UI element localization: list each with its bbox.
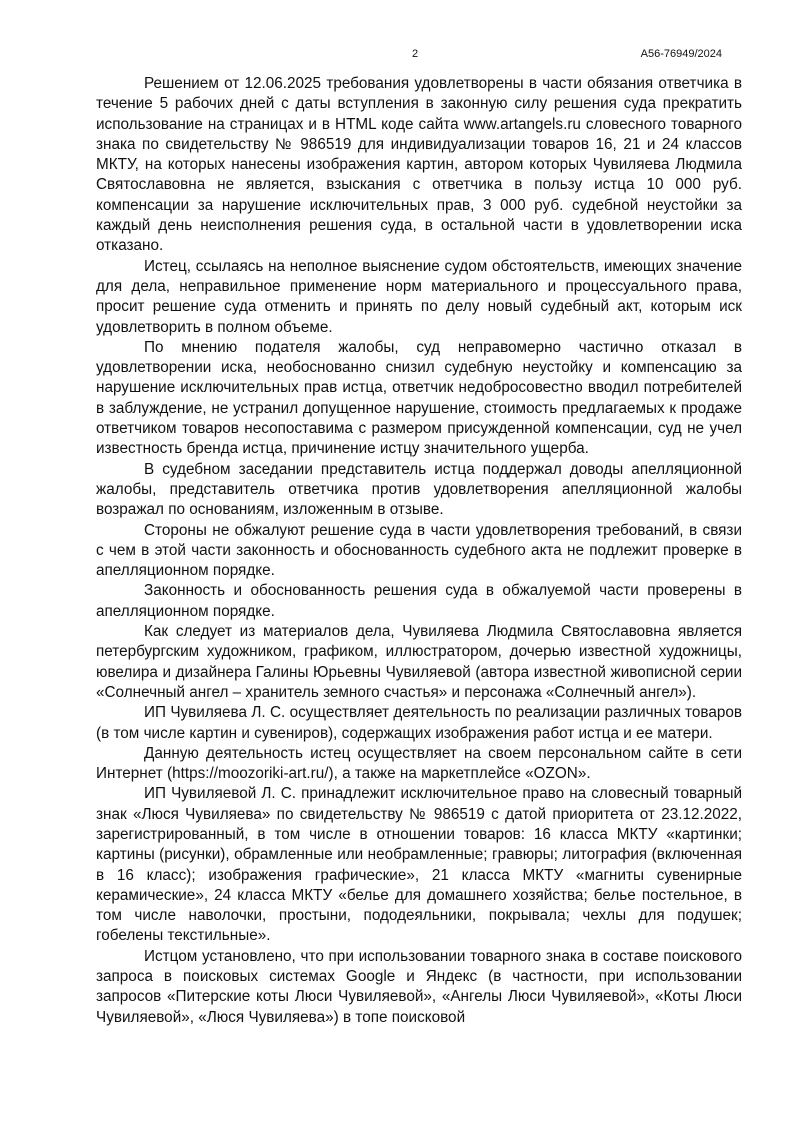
paragraph-case-materials: Как следует из материалов дела, Чувиляева Людмила Святославовна является петербургским художником, графиком, иллюстратором, дочерью известной художницы, ювелира и дизайнера Галины Юрьевны Чувиляевой (автора известной живописной серии «Солнечный ангел – хранитель земного счастья» и персонажа «Солнечный ангел»). [96,623,742,701]
paragraph-court-session: В судебном заседании представитель истца поддержал доводы апелляционной жалобы, представитель ответчика против удовлетворения апелляционной жалобы возражал по основаниям, изложенным в отзыве. [96,460,742,519]
paragraph-parties-not-appealing: Стороны не обжалуют решение суда в части удовлетворения требований, в связи с чем в этой части законность и обоснованность судебного акта не подлежит проверке в апелляционном порядке. [96,521,742,580]
paragraph-decision: Решением от 12.06.2025 требования удовлетворены в части обязания ответчика в течение 5 рабочих дней с даты вступления в законную силу решения суда прекратить использование на страницах и в HTML коде сайта www.artangels.ru словесного товарного знака по свидетельству № 986519 для индивидуализации товаров 16, 21 и 24 классов МКТУ, на которых нанесены изображения картин, автором которых Чувиляева Людмила Святославовна не является, взыскания с ответчика в пользу истца 10 000 руб. компенсации за нарушение исключительных прав, 3 000 руб. судебной неустойки за каждый день неисполнения решения суда, в остальной части в удовлетворении иска отказано. [96,75,742,255]
paragraph-appellant-opinion: По мнению подателя жалобы, суд неправомерно частично отказал в удовлетворении иска, необоснованно снизил судебную неустойку и компенсацию за нарушение исключительных прав истца, ответчик недобросовестно вводил потребителей в заблуждение, не устранил допущенное нарушение, стоимость предлагаемых к продаже ответчиком товаров несопоставима с размером присужденной компенсации, суд не учел известность бренда истца, причинение истцу значительного ущерба. [96,338,742,458]
paragraph-trademark-rights: ИП Чувиляевой Л. С. принадлежит исключительное право на словесный товарный знак «Люся Чувиляева» по свидетельству № 986519 с датой приоритета от 23.12.2022, зарегистрированный, в том числе в отношении товаров: 16 класса МКТУ «картинки; картины (рисунки), обрамленные или необрамленные; гравюры; литография (включенная в 16 класс); изображения графические», 21 класса МКТУ «магниты сувенирные керамические», 24 класса МКТУ «белье для домашнего хозяйства; белье постельное, в том числе наволочки, простыни, пододеяльники, покрывала; чехлы для подушек; гобелены текстильные». [96,785,742,945]
paragraph-search-findings: Истцом установлено, что при использовании товарного знака в составе поискового запроса в поисковых системах Google и Яндекс (в частности, при использовании запросов «Питерские коты Люси Чувиляевой», «Ангелы Люси Чувиляевой», «Коты Люси Чувиляевой», «Люся Чувиляева») в топе поисковой [96,947,742,1026]
paragraph-plaintiff-appeal: Истец, ссылаясь на неполное выяснение судом обстоятельств, имеющих значение для дела, неправильное применение норм материального и процессуального права, просит решение суда отменить и принять по делу новый судебный акт, которым иск удовлетворить в полном объеме. [96,257,742,336]
case-number: А56-76949/2024 [640,48,722,60]
document-body [96,74,742,1028]
paragraph-entrepreneur-activity: ИП Чувиляева Л. С. осуществляет деятельность по реализации различных товаров (в том числе картин и сувениров), содержащих изображения работ истца и ее матери. [96,704,742,742]
paragraph-legality-checked: Законность и обоснованность решения суда в обжалуемой части проверены в апелляционном порядке. [96,582,742,620]
page-number: 2 [412,48,419,60]
paragraph-website: Данную деятельность истец осуществляет на своем персональном сайте в сети Интернет (https://moozoriki-art.ru/), а также на маркетплейсе «OZON». [96,744,742,783]
